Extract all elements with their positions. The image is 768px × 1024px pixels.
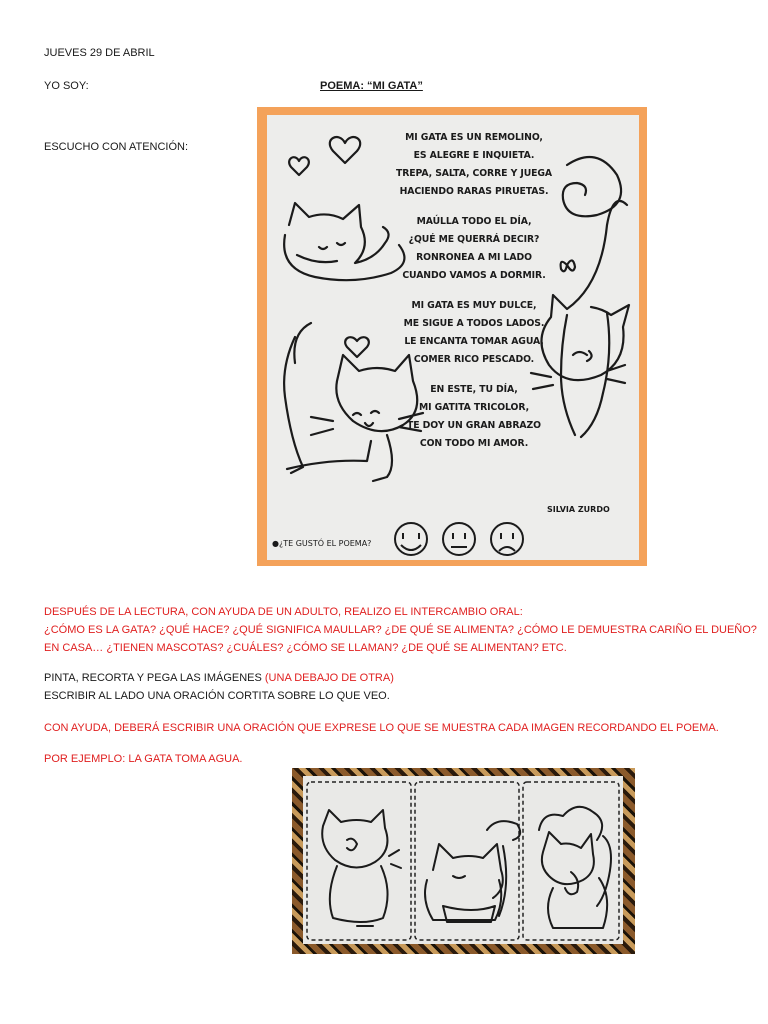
poem-line: TE DOY UN GRAN ABRAZO xyxy=(407,420,541,431)
date-line: JUEVES 29 DE ABRIL xyxy=(44,47,155,59)
instruction-con-ayuda: CON AYUDA, DEBERÁ ESCRIBIR UNA ORACIÓN QUE EXPRESE LO QUE SE MUESTRA CADA IMAGEN RECORDANDO EL POEMA. xyxy=(44,722,719,734)
heart-icon xyxy=(330,137,360,163)
poem-line: ¿QUÉ ME QUERRÁ DECIR? xyxy=(408,234,540,245)
grooming-cat-drawing xyxy=(539,807,611,928)
poem-paper xyxy=(267,115,639,560)
poem-line: MI GATA ES UN REMOLINO, xyxy=(405,132,543,143)
cats-image xyxy=(292,768,635,954)
sad-face-icon xyxy=(491,523,523,555)
poem-author: SILVIA ZURDO xyxy=(547,505,610,514)
poem-line: COMER RICO PESCADO. xyxy=(413,354,535,365)
poem-stanza-4 xyxy=(379,381,569,453)
heart-icon xyxy=(289,157,309,175)
poem-stanza-1 xyxy=(379,129,569,201)
yo-soy-label: YO SOY: xyxy=(44,80,89,92)
poem-stanza-2 xyxy=(379,213,569,285)
instruction-pinta-note: (UNA DEBAJO DE OTRA) xyxy=(264,672,394,684)
instruction-red-1: DESPUÉS DE LA LECTURA, CON AYUDA DE UN ADULTO, REALIZO EL INTERCAMBIO ORAL: xyxy=(44,606,523,618)
cutout-panel-1 xyxy=(307,782,411,940)
poem-stanza-3 xyxy=(379,297,569,369)
neutral-face-icon xyxy=(443,523,475,555)
instruction-escribir: ESCRIBIR AL LADO UNA ORACIÓN CORTITA SOBRE LO QUE VEO. xyxy=(44,690,390,702)
poem-line: ES ALEGRE E INQUIETA. xyxy=(413,150,535,161)
poem-line: EN ESTE, TU DÍA, xyxy=(430,384,518,395)
drinking-cat-drawing xyxy=(425,821,520,922)
poem-line: CON TODO MI AMOR. xyxy=(419,438,529,449)
instruction-ejemplo: POR EJEMPLO: LA GATA TOMA AGUA. xyxy=(44,753,243,765)
poem-text xyxy=(379,129,569,465)
cats-illustrations xyxy=(303,776,623,944)
poem-question: ●¿TE GUSTÓ EL POEMA? xyxy=(272,539,372,548)
poem-line: CUANDO VAMOS A DORMIR. xyxy=(402,270,546,281)
instruction-red-2: ¿CÓMO ES LA GATA? ¿QUÉ HACE? ¿QUÉ SIGNIFICA MAULLAR? ¿DE QUÉ SE ALIMENTA? ¿CÓMO LE DEMUESTRA CARIÑO EL DUEÑO? xyxy=(44,624,757,636)
poem-line: MAÚLLA TODO EL DÍA, xyxy=(416,216,532,227)
poem-image xyxy=(257,107,647,566)
poem-line: MI GATITA TRICOLOR, xyxy=(418,402,530,413)
escucho-label: ESCUCHO CON ATENCIÓN: xyxy=(44,141,189,153)
poem-line: HACIENDO RARAS PIRUETAS. xyxy=(399,186,549,197)
poem-line: LE ENCANTA TOMAR AGUA, xyxy=(404,336,544,347)
instruction-red-3: EN CASA… ¿TIENEN MASCOTAS? ¿CUÁLES? ¿CÓMO SE LLAMAN? ¿DE QUÉ SE ALIMENTAN? ETC. xyxy=(44,642,567,654)
poem-line: ME SIGUE A TODOS LADOS. xyxy=(403,318,545,329)
instruction-pinta-text: PINTA, RECORTA Y PEGA LAS IMÁGENES xyxy=(44,672,265,684)
cutout-panel-3 xyxy=(523,782,619,940)
page-title: POEMA: “MI GATA” xyxy=(320,80,423,92)
poem-line: RONRONEA A MI LADO xyxy=(416,252,532,263)
cats-paper xyxy=(303,776,623,944)
heart-icon xyxy=(345,337,369,357)
meowing-cat-drawing xyxy=(322,810,401,926)
poem-line: TREPA, SALTA, CORRE Y JUEGA xyxy=(395,168,553,179)
instruction-pinta xyxy=(44,672,394,684)
poem-line: MI GATA ES MUY DULCE, xyxy=(411,300,537,311)
